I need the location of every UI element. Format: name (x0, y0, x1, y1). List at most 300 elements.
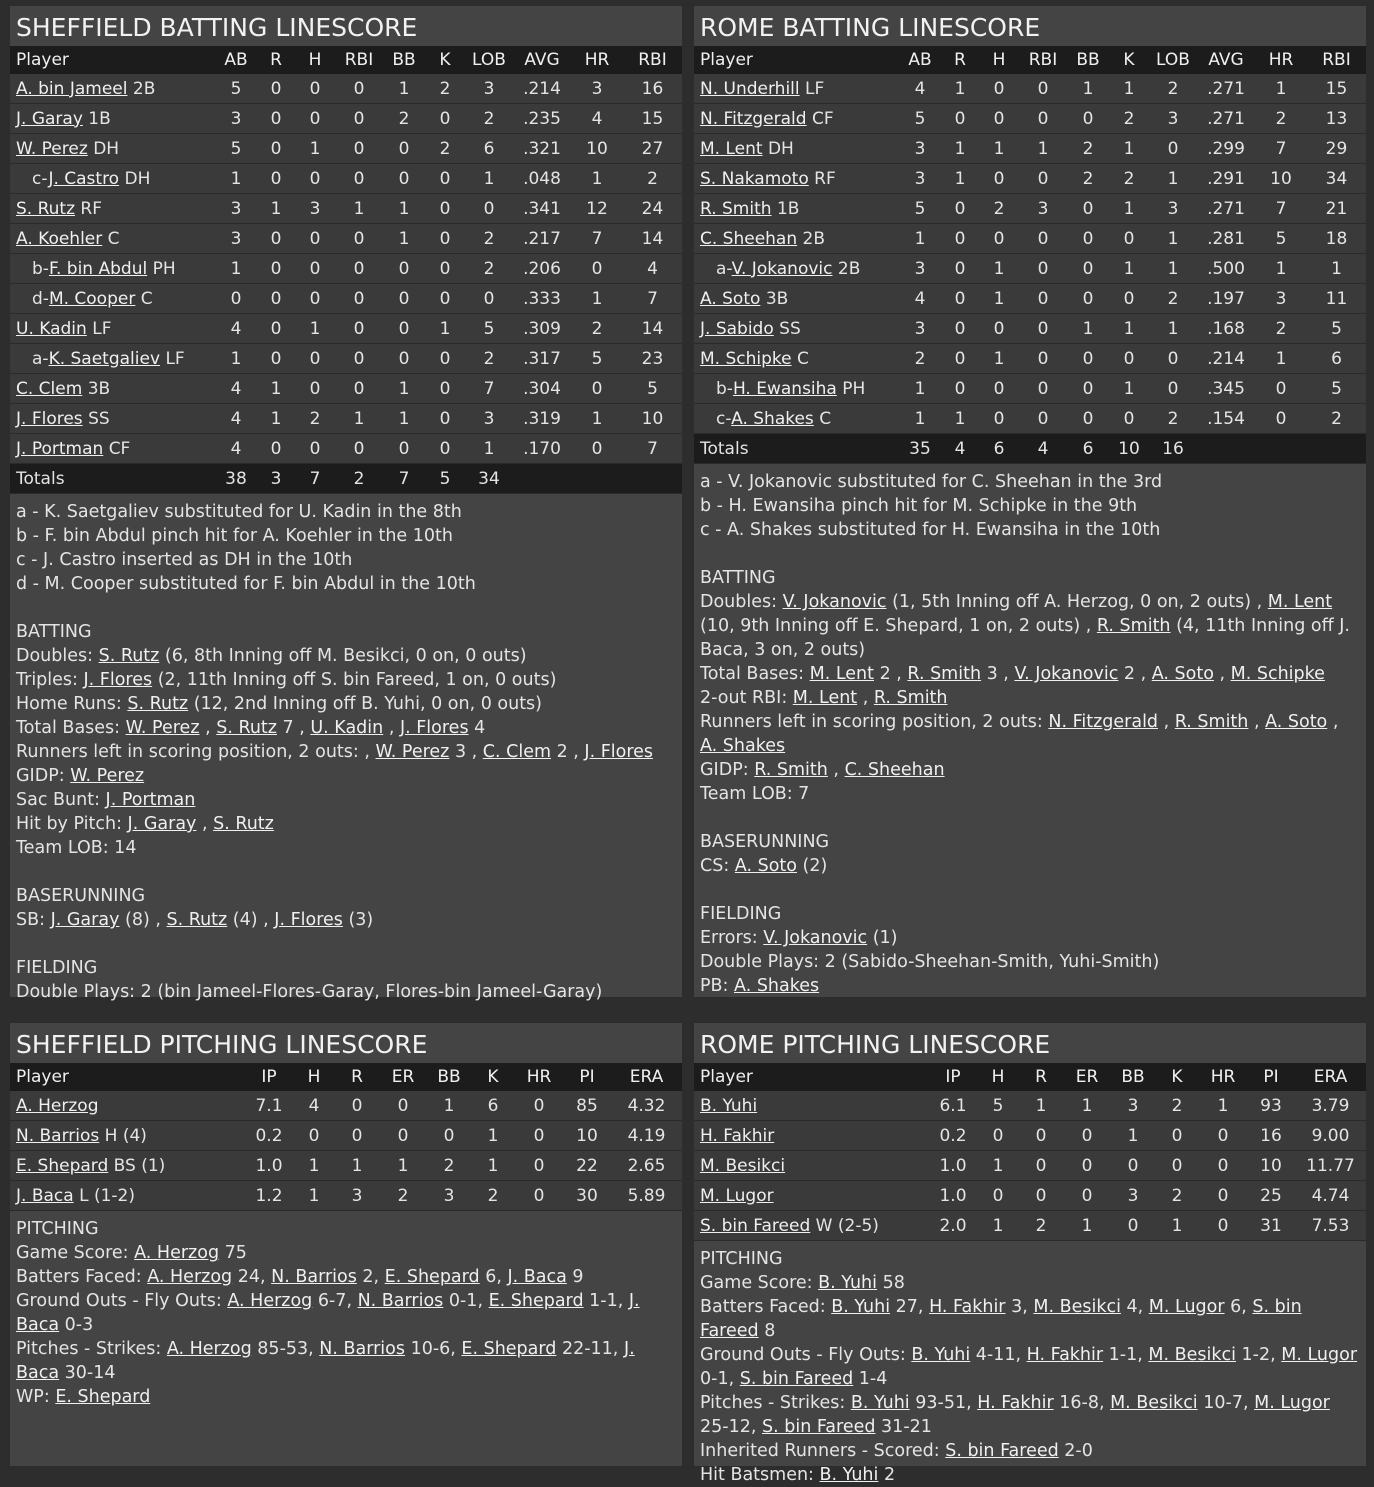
player-link[interactable]: C. Sheehan (844, 760, 945, 780)
column-header-rbi[interactable]: RBI (344, 50, 374, 70)
section-title: SHEFFIELD BATTING LINESCORE (16, 13, 418, 42)
column-header-player[interactable]: Player (16, 50, 69, 70)
player-link[interactable]: R. Smith (1174, 712, 1249, 732)
column-header-pi[interactable]: PI (579, 1067, 595, 1087)
stat-cell: 11 (1325, 288, 1348, 309)
stat-cell: 4.32 (627, 1095, 666, 1116)
stat-cell: 0 (993, 378, 1005, 399)
player-link[interactable]: J. Flores (584, 742, 654, 762)
stat-cell: 0 (353, 348, 365, 369)
stat-cell: .168 (1207, 318, 1245, 339)
column-header-r[interactable]: R (270, 50, 282, 70)
player-link[interactable]: A. Koehler (16, 228, 103, 249)
batting-table (694, 46, 1366, 464)
player-link[interactable]: H. Fakhir (1026, 1345, 1104, 1365)
stat-cell: 0 (439, 378, 451, 399)
column-header-rbi[interactable]: RBI (1028, 50, 1058, 70)
column-header-era[interactable]: ERA (629, 1067, 664, 1087)
stat-cell: 1 (1123, 78, 1135, 99)
column-header-bb[interactable]: BB (392, 50, 416, 70)
header-row (10, 1063, 682, 1091)
table-row (694, 1211, 1366, 1241)
stat-cell: 1 (398, 228, 410, 249)
note-text: BASERUNNING (16, 886, 146, 906)
player-link[interactable]: S. bin Fareed (739, 1369, 854, 1389)
stat-cell: 0 (1127, 1155, 1139, 1176)
column-header-ip[interactable]: IP (945, 1067, 961, 1087)
stat-cell: 0 (398, 318, 410, 339)
stat-cell: 5 (1275, 228, 1287, 249)
note-text: 6, (479, 1267, 508, 1287)
column-header-k[interactable]: K (1171, 1067, 1183, 1087)
player-link[interactable]: J. Garay (50, 910, 120, 930)
total-cell: 4 (1037, 438, 1049, 459)
table-row (10, 284, 682, 314)
stat-cell: 7 (647, 438, 658, 459)
column-header-h[interactable]: H (308, 50, 322, 70)
player-link[interactable]: M. Cooper (48, 288, 136, 309)
column-header-avg[interactable]: AVG (524, 50, 560, 70)
stat-cell: 18 (1325, 228, 1348, 249)
stat-cell: 0 (1037, 108, 1049, 129)
note-line (16, 1337, 676, 1385)
player-link[interactable]: S. Rutz (98, 646, 160, 666)
column-header-lob[interactable]: LOB (472, 50, 506, 70)
stat-cell: 29 (1325, 138, 1348, 159)
note-spacer (700, 542, 1360, 566)
player-link[interactable]: B. Yuhi (850, 1393, 910, 1413)
stat-cell: 0 (309, 288, 321, 309)
decision-label: L (1-2) (79, 1185, 135, 1206)
position-label: SS (88, 408, 110, 429)
player-cell (694, 134, 899, 164)
player-link[interactable]: S. Nakamoto (700, 168, 809, 189)
total-cell: 4 (954, 438, 966, 459)
column-header-player[interactable]: Player (700, 1067, 753, 1087)
stat-cell: 0 (591, 258, 603, 279)
stat-cell: .341 (523, 198, 561, 219)
stat-cell: 5 (914, 108, 926, 129)
column-header-h[interactable]: H (307, 1067, 321, 1087)
player-link[interactable]: E. Shepard (55, 1387, 151, 1407)
player-cell (694, 164, 899, 194)
stat-cell: 11.77 (1306, 1155, 1355, 1176)
player-link[interactable]: B. Yuhi (700, 1095, 758, 1116)
stat-cell: 0 (353, 258, 365, 279)
stat-cell: 2 (993, 198, 1005, 219)
column-header-ab[interactable]: AB (908, 50, 932, 70)
table-row (10, 314, 682, 344)
player-link[interactable]: A. Soto (700, 288, 761, 309)
column-header-hr[interactable]: HR (526, 1067, 552, 1087)
stat-cell: 0 (353, 378, 365, 399)
stat-cell: 13 (1325, 108, 1348, 129)
player-link[interactable]: E. Shepard (488, 1291, 584, 1311)
stat-cell: 0 (398, 348, 410, 369)
stat-cell: 2 (483, 108, 495, 129)
note-text: 2 , (1118, 664, 1152, 684)
stat-cell: 0 (1082, 228, 1094, 249)
player-link[interactable]: S. Rutz (16, 198, 76, 219)
player-link[interactable]: A. Herzog (134, 1243, 220, 1263)
column-header-lob[interactable]: LOB (1156, 50, 1190, 70)
position-label: DH (767, 138, 794, 159)
column-header-k[interactable]: K (487, 1067, 499, 1087)
decision-label: H (4) (104, 1125, 147, 1146)
player-link[interactable]: N. Barrios (319, 1339, 405, 1359)
position-label: 1B (776, 198, 800, 219)
column-header-r[interactable]: R (1035, 1067, 1047, 1087)
note-line (16, 884, 676, 908)
stat-cell: 0 (1037, 78, 1049, 99)
stat-cell: 1 (1123, 318, 1135, 339)
note-text: 2-0 (1058, 1441, 1093, 1461)
note-spacer (700, 878, 1360, 902)
note-line (700, 950, 1360, 974)
player-link[interactable]: N. Underhill (700, 78, 800, 99)
player-link[interactable]: J. Sabido (700, 318, 774, 339)
column-header-h[interactable]: H (992, 50, 1006, 70)
stat-cell: 21 (1325, 198, 1348, 219)
stat-cell: .319 (523, 408, 561, 429)
stat-cell: 0 (1275, 408, 1287, 429)
player-link[interactable]: M. Besikci (1148, 1345, 1236, 1365)
note-text: (10, 9th Inning off E. Shepard, 1 on, 2 outs) , (700, 616, 1097, 636)
stat-cell: 1 (1082, 78, 1094, 99)
player-link[interactable]: M. Lent (700, 138, 763, 159)
stat-cell: 0 (270, 108, 282, 129)
column-header-bb[interactable]: BB (1076, 50, 1100, 70)
player-link[interactable]: J. Baca (16, 1291, 640, 1335)
player-link[interactable]: S. bin Fareed (945, 1441, 1059, 1461)
player-link[interactable]: M. Lent (809, 664, 875, 684)
note-text: Total Bases: (16, 718, 126, 738)
player-link[interactable]: U. Kadin (310, 718, 384, 738)
player-cell (10, 1181, 245, 1211)
column-header-ab[interactable]: AB (224, 50, 248, 70)
stat-cell: 0 (439, 198, 451, 219)
column-header-hr[interactable]: HR (584, 50, 610, 70)
column-header-er[interactable]: ER (391, 1067, 415, 1087)
note-text: d - M. Cooper substituted for F. bin Abdul in the 10th (16, 574, 476, 594)
note-text: Hit by Pitch: (16, 814, 128, 834)
stat-cell: 0 (954, 108, 966, 129)
player-link[interactable]: B. Yuhi (819, 1465, 879, 1485)
stat-cell: 1.0 (939, 1155, 967, 1176)
player-link[interactable]: J. Baca (16, 1185, 74, 1206)
stat-cell: 24 (641, 198, 664, 219)
stat-cell: 0 (351, 1095, 363, 1116)
player-link[interactable]: B. Yuhi (831, 1297, 891, 1317)
player-link[interactable]: J. Castro (48, 168, 120, 189)
stat-cell: 0 (270, 318, 282, 339)
note-text: Errors: (700, 928, 764, 948)
column-header-ip[interactable]: IP (261, 1067, 277, 1087)
player-link[interactable]: N. Barrios (16, 1125, 100, 1146)
stat-cell: 1 (270, 408, 282, 429)
player-link[interactable]: J. Garay (16, 108, 83, 129)
player-link[interactable]: M. Schipke (1230, 664, 1325, 684)
player-link[interactable]: C. Clem (16, 378, 83, 399)
column-header-avg[interactable]: AVG (1208, 50, 1244, 70)
note-text: 93-51, (909, 1393, 978, 1413)
player-link[interactable]: U. Kadin (16, 318, 87, 339)
stat-cell: 0 (1037, 348, 1049, 369)
stat-cell: 1 (351, 1155, 363, 1176)
stat-cell: 2 (1331, 408, 1342, 429)
stat-cell: .304 (523, 378, 561, 399)
player-link[interactable]: A. Soto (1265, 712, 1328, 732)
stat-cell: 0 (954, 348, 966, 369)
note-text: Inherited Runners - Scored: (700, 1441, 946, 1461)
stat-cell: 0 (353, 108, 365, 129)
player-link[interactable]: S. bin Fareed (761, 1417, 876, 1437)
stat-cell: 0 (1217, 1155, 1229, 1176)
note-text: 1-2, (1235, 1345, 1282, 1365)
player-link[interactable]: C. Clem (482, 742, 552, 762)
player-link[interactable]: W. Perez (125, 718, 200, 738)
stat-cell: 5 (1331, 318, 1342, 339)
stat-cell: 1 (1331, 258, 1342, 279)
player-link[interactable]: R. Smith (1096, 616, 1171, 636)
column-header-h[interactable]: H (991, 1067, 1005, 1087)
note-text: , (196, 814, 214, 834)
stat-cell: 0 (1081, 1155, 1093, 1176)
player-link[interactable]: N. Barrios (271, 1267, 357, 1287)
player-link[interactable]: A. Shakes (734, 976, 820, 996)
stat-cell: 3 (309, 198, 321, 219)
column-header-k[interactable]: K (439, 50, 451, 70)
stat-cell: 0 (992, 1185, 1004, 1206)
player-link[interactable]: M. Besikci (1110, 1393, 1198, 1413)
stat-cell: 1 (1037, 138, 1049, 159)
player-link[interactable]: J. Portman (105, 790, 196, 810)
stat-cell: 85 (576, 1095, 598, 1116)
stat-cell: 0 (1123, 228, 1135, 249)
player-link[interactable]: S. Rutz (216, 718, 277, 738)
player-link[interactable]: E. Shepard (16, 1155, 109, 1176)
stat-cell: 4 (647, 258, 658, 279)
player-link[interactable]: A. Shakes (731, 408, 814, 429)
stat-cell: .345 (1207, 378, 1245, 399)
player-link[interactable]: M. Lent (792, 688, 858, 708)
player-link[interactable]: W. Perez (70, 766, 145, 786)
stat-cell: 0 (270, 78, 282, 99)
player-link[interactable]: J. Garay (127, 814, 197, 834)
player-link[interactable]: V. Jokanovic (731, 258, 833, 279)
player-link[interactable]: F. bin Abdul (48, 258, 148, 279)
total-cell (1307, 434, 1366, 464)
table-row (10, 1181, 682, 1211)
stat-cell: 10 (576, 1125, 598, 1146)
column-header-r[interactable]: R (954, 50, 966, 70)
column-header-pi[interactable]: PI (1263, 1067, 1279, 1087)
player-link[interactable]: K. Saetgaliev (48, 348, 161, 369)
stat-cell: 2 (1167, 408, 1179, 429)
column-header-era[interactable]: ERA (1313, 1067, 1348, 1087)
table-row (694, 134, 1366, 164)
player-link[interactable]: B. Yuhi (911, 1345, 971, 1365)
note-line (16, 1241, 676, 1265)
stat-cell: 0 (309, 378, 321, 399)
stat-cell: 2 (1275, 318, 1287, 339)
stat-cell: 0 (1082, 258, 1094, 279)
column-header-rbi[interactable]: RBI (638, 50, 667, 70)
player-link[interactable]: A. Herzog (147, 1267, 233, 1287)
stat-cell: 4 (591, 108, 603, 129)
note-text: FIELDING (700, 904, 782, 924)
player-link[interactable]: N. Barrios (357, 1291, 444, 1311)
stat-cell: 0 (1082, 288, 1094, 309)
player-link[interactable]: H. Fakhir (700, 1125, 775, 1146)
note-text: Batters Faced: (16, 1267, 148, 1287)
stat-cell: .271 (1207, 198, 1245, 219)
player-link[interactable]: W. Perez (375, 742, 450, 762)
player-link[interactable]: S. bin Fareed (700, 1215, 811, 1236)
column-header-hr[interactable]: HR (1210, 1067, 1236, 1087)
player-link[interactable]: J. Portman (16, 438, 104, 459)
player-link[interactable]: J. Flores (399, 718, 469, 738)
stat-cell: .197 (1207, 288, 1245, 309)
note-text: Home Runs: (16, 694, 128, 714)
column-header-player[interactable]: Player (16, 1067, 69, 1087)
column-header-bb[interactable]: BB (437, 1067, 461, 1087)
player-link[interactable]: S. Rutz (127, 694, 189, 714)
player-link[interactable]: J. Flores (83, 670, 153, 690)
section-title: SHEFFIELD PITCHING LINESCORE (16, 1030, 428, 1059)
position-label: RF (80, 198, 103, 219)
note-text: b - H. Ewansiha pinch hit for M. Schipke in the 9th (700, 496, 1138, 516)
player-link[interactable]: E. Shepard (384, 1267, 480, 1287)
player-link[interactable]: J. Flores (274, 910, 343, 930)
column-header-rbi[interactable]: RBI (1322, 50, 1351, 70)
player-link[interactable]: S. bin Fareed (700, 1297, 1302, 1341)
player-link[interactable]: R. Smith (700, 198, 772, 219)
note-text: , (1213, 664, 1231, 684)
player-link[interactable]: S. Rutz (213, 814, 274, 834)
note-text: Total Bases: (700, 664, 810, 684)
column-header-r[interactable]: R (351, 1067, 363, 1087)
note-text: 31-21 (875, 1417, 932, 1437)
stat-cell: 2 (1082, 138, 1094, 159)
header-row (694, 1063, 1366, 1091)
player-link[interactable]: J. Flores (16, 408, 83, 429)
stat-cell: 0 (954, 318, 966, 339)
player-cell (694, 1091, 929, 1121)
column-header-player[interactable]: Player (700, 50, 753, 70)
player-link[interactable]: H. Ewansiha (732, 378, 837, 399)
stat-cell: 1 (992, 1215, 1004, 1236)
table-row (694, 374, 1366, 404)
table-row (10, 74, 682, 104)
stat-cell: 0 (954, 378, 966, 399)
stat-cell: 5 (992, 1095, 1004, 1116)
column-header-bb[interactable]: BB (1121, 1067, 1145, 1087)
column-header-er[interactable]: ER (1075, 1067, 1099, 1087)
player-link[interactable]: R. Smith (873, 688, 948, 708)
player-link[interactable]: J. Baca (16, 1339, 635, 1383)
player-link[interactable]: H. Fakhir (929, 1297, 1006, 1317)
note-line (16, 812, 676, 836)
table-row (10, 1091, 682, 1121)
note-text: 1-1, (583, 1291, 629, 1311)
player-link[interactable]: M. Lugor (1148, 1297, 1225, 1317)
player-link[interactable]: J. Baca (507, 1267, 567, 1287)
player-link[interactable]: V. Jokanovic (782, 592, 887, 612)
player-link[interactable]: M. Lugor (700, 1185, 774, 1206)
player-link[interactable]: H. Fakhir (977, 1393, 1054, 1413)
player-link[interactable]: A. Soto (734, 856, 797, 876)
note-text: Game Score: (16, 1243, 135, 1263)
pitching-table (10, 1063, 682, 1211)
player-link[interactable]: M. Schipke (700, 348, 792, 369)
note-text: Double Plays: 2 (Sabido-Sheehan-Smith, Yuhi-Smith) (700, 952, 1160, 972)
player-link[interactable]: S. Rutz (166, 910, 228, 930)
stat-cell: 0 (954, 228, 966, 249)
note-text: , (1158, 712, 1175, 732)
stat-cell: 0 (533, 1185, 545, 1206)
stat-cell: 0 (954, 198, 966, 219)
stat-cell: 0 (398, 288, 410, 309)
column-header-hr[interactable]: HR (1268, 50, 1294, 70)
player-link[interactable]: A. Soto (1151, 664, 1214, 684)
stat-cell: 0 (533, 1125, 545, 1146)
player-link[interactable]: R. Smith (907, 664, 982, 684)
stat-cell: 4 (230, 378, 242, 399)
rome-pitching-panel (694, 1023, 1366, 1485)
player-cell (10, 344, 215, 374)
stat-cell: 0 (398, 168, 410, 189)
column-header-k[interactable]: K (1123, 50, 1135, 70)
stat-cell: 0 (270, 138, 282, 159)
player-link[interactable]: V. Jokanovic (763, 928, 868, 948)
player-link[interactable]: E. Shepard (461, 1339, 557, 1359)
player-link[interactable]: M. Lent (1267, 592, 1333, 612)
player-link[interactable]: A. bin Jameel (16, 78, 128, 99)
stat-cell: .217 (523, 228, 561, 249)
player-link[interactable]: M. Lugor (1281, 1345, 1358, 1365)
player-link[interactable]: N. Fitzgerald (700, 108, 807, 129)
player-link[interactable]: V. Jokanovic (1014, 664, 1119, 684)
batting-table (10, 46, 682, 494)
player-link[interactable]: M. Besikci (1033, 1297, 1121, 1317)
player-link[interactable]: A. Herzog (16, 1095, 99, 1116)
stat-cell: 0 (439, 228, 451, 249)
player-link[interactable]: A. Herzog (166, 1339, 252, 1359)
player-link[interactable]: B. Yuhi (818, 1273, 877, 1293)
player-link[interactable]: M. Besikci (700, 1155, 786, 1176)
player-link[interactable]: N. Fitzgerald (1048, 712, 1159, 732)
player-link[interactable]: C. Sheehan (700, 228, 798, 249)
note-line (16, 1217, 676, 1241)
stat-cell: 1 (230, 258, 242, 279)
stat-cell: 0 (993, 408, 1005, 429)
position-label: 3B (765, 288, 789, 309)
player-link[interactable]: R. Smith (754, 760, 828, 780)
player-link[interactable]: A. Shakes (700, 736, 786, 756)
player-link[interactable]: M. Lugor (1254, 1393, 1330, 1413)
stat-cell: .214 (523, 78, 561, 99)
note-text: PITCHING (16, 1219, 99, 1239)
table-row (694, 1181, 1366, 1211)
note-line (700, 782, 1360, 806)
stat-cell: 2 (591, 318, 603, 339)
stat-cell: 7.1 (255, 1095, 283, 1116)
player-cell (10, 134, 215, 164)
player-link[interactable]: W. Perez (16, 138, 88, 159)
stat-cell: 4.74 (1311, 1185, 1350, 1206)
player-link[interactable]: A. Herzog (227, 1291, 313, 1311)
